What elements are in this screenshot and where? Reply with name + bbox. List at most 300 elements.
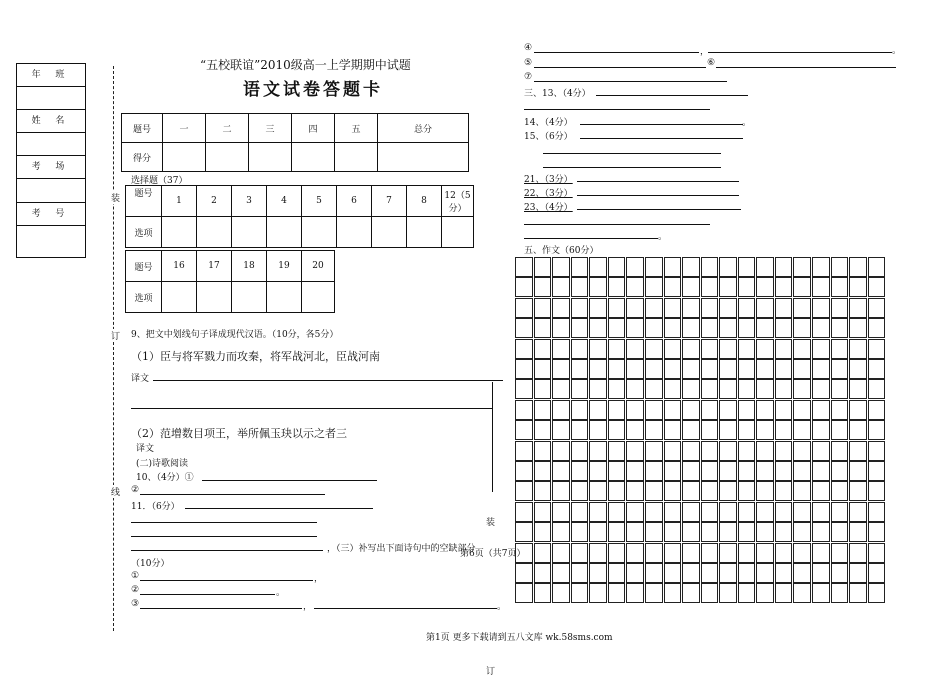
essay-grid-cell[interactable] — [626, 420, 644, 440]
essay-grid-cell[interactable] — [682, 441, 700, 461]
essay-grid-cell[interactable] — [552, 277, 570, 297]
q13-line-1[interactable] — [596, 95, 748, 96]
name-field[interactable] — [17, 133, 85, 156]
essay-grid-cell[interactable] — [831, 461, 849, 481]
essay-grid-cell[interactable] — [701, 522, 719, 542]
essay-grid-cell[interactable] — [608, 400, 626, 420]
essay-grid-cell[interactable] — [738, 318, 756, 338]
choice-answer-cell[interactable] — [267, 282, 302, 313]
essay-grid-cell[interactable] — [645, 379, 663, 399]
essay-grid-cell[interactable] — [664, 461, 682, 481]
r-line-4b[interactable] — [708, 52, 892, 53]
q15-line-3[interactable] — [543, 167, 721, 168]
essay-grid-cell[interactable] — [589, 481, 607, 501]
essay-grid-cell[interactable] — [515, 257, 533, 277]
essay-grid-cell[interactable] — [738, 543, 756, 563]
essay-grid-cell[interactable] — [812, 277, 830, 297]
essay-grid-cell[interactable] — [756, 563, 774, 583]
essay-grid-cell[interactable] — [645, 318, 663, 338]
essay-grid-cell[interactable] — [515, 318, 533, 338]
essay-grid-cell[interactable] — [645, 298, 663, 318]
fill-answer-line-3b[interactable] — [314, 608, 497, 609]
essay-grid-cell[interactable] — [812, 400, 830, 420]
essay-grid-cell[interactable] — [793, 481, 811, 501]
essay-grid-cell[interactable] — [812, 481, 830, 501]
essay-grid-cell[interactable] — [552, 359, 570, 379]
essay-grid-cell[interactable] — [589, 379, 607, 399]
essay-grid-cell[interactable] — [571, 583, 589, 603]
essay-grid-cell[interactable] — [515, 461, 533, 481]
essay-grid-cell[interactable] — [793, 277, 811, 297]
essay-grid-cell[interactable] — [645, 420, 663, 440]
choice-answer-cell[interactable] — [372, 217, 407, 248]
class-field[interactable] — [17, 87, 85, 110]
essay-grid-cell[interactable] — [626, 318, 644, 338]
r-line-4a[interactable] — [534, 52, 699, 53]
essay-grid-cell[interactable] — [664, 359, 682, 379]
essay-grid-cell[interactable] — [534, 522, 552, 542]
essay-grid-cell[interactable] — [571, 298, 589, 318]
essay-grid-cell[interactable] — [552, 339, 570, 359]
essay-grid-cell[interactable] — [515, 277, 533, 297]
essay-grid-cell[interactable] — [682, 502, 700, 522]
essay-grid-cell[interactable] — [756, 420, 774, 440]
exam-room-field[interactable] — [17, 179, 85, 202]
essay-grid-cell[interactable] — [812, 543, 830, 563]
essay-grid-cell[interactable] — [812, 502, 830, 522]
essay-grid-cell[interactable] — [626, 481, 644, 501]
essay-grid-cell[interactable] — [552, 583, 570, 603]
essay-grid-cell[interactable] — [701, 339, 719, 359]
essay-grid-cell[interactable] — [571, 461, 589, 481]
essay-grid-cell[interactable] — [645, 441, 663, 461]
essay-grid-cell[interactable] — [552, 318, 570, 338]
r-line-5[interactable] — [534, 67, 706, 68]
essay-grid-cell[interactable] — [515, 379, 533, 399]
essay-grid-cell[interactable] — [534, 563, 552, 583]
essay-grid-cell[interactable] — [571, 502, 589, 522]
choice-answer-cell[interactable] — [267, 217, 302, 248]
essay-grid-cell[interactable] — [701, 298, 719, 318]
essay-grid-cell[interactable] — [775, 502, 793, 522]
essay-grid-cell[interactable] — [849, 563, 867, 583]
essay-grid-cell[interactable] — [775, 522, 793, 542]
essay-grid-cell[interactable] — [793, 543, 811, 563]
q23-line-2[interactable] — [524, 224, 710, 225]
essay-grid-cell[interactable] — [608, 359, 626, 379]
essay-grid-cell[interactable] — [682, 318, 700, 338]
essay-grid-cell[interactable] — [664, 502, 682, 522]
essay-grid-cell[interactable] — [719, 277, 737, 297]
essay-grid-cell[interactable] — [608, 257, 626, 277]
essay-grid-cell[interactable] — [589, 400, 607, 420]
essay-grid-cell[interactable] — [664, 441, 682, 461]
essay-grid-cell[interactable] — [701, 400, 719, 420]
essay-grid-cell[interactable] — [701, 461, 719, 481]
fill-answer-line-1[interactable] — [140, 580, 313, 581]
choice-answer-cell[interactable] — [302, 282, 335, 313]
essay-grid-cell[interactable] — [775, 441, 793, 461]
essay-grid-cell[interactable] — [515, 359, 533, 379]
essay-grid-cell[interactable] — [868, 543, 886, 563]
essay-grid-cell[interactable] — [626, 379, 644, 399]
essay-grid-cell[interactable] — [626, 339, 644, 359]
essay-grid-cell[interactable] — [589, 522, 607, 542]
essay-grid-cell[interactable] — [756, 339, 774, 359]
essay-grid-cell[interactable] — [626, 502, 644, 522]
essay-grid-cell[interactable] — [868, 400, 886, 420]
essay-grid-cell[interactable] — [831, 400, 849, 420]
essay-grid-cell[interactable] — [682, 481, 700, 501]
essay-grid-cell[interactable] — [868, 277, 886, 297]
essay-grid-cell[interactable] — [793, 298, 811, 318]
essay-grid-cell[interactable] — [775, 257, 793, 277]
essay-grid-cell[interactable] — [756, 461, 774, 481]
essay-grid-cell[interactable] — [552, 522, 570, 542]
essay-grid-cell[interactable] — [571, 359, 589, 379]
essay-grid-cell[interactable] — [849, 583, 867, 603]
essay-grid-cell[interactable] — [719, 583, 737, 603]
essay-grid-cell[interactable] — [608, 481, 626, 501]
essay-grid-cell[interactable] — [831, 583, 849, 603]
essay-grid-cell[interactable] — [571, 543, 589, 563]
essay-grid-cell[interactable] — [645, 339, 663, 359]
choice-answer-cell[interactable] — [232, 282, 267, 313]
q15-line-1[interactable] — [580, 138, 743, 139]
essay-grid-cell[interactable] — [701, 379, 719, 399]
essay-grid-cell[interactable] — [682, 461, 700, 481]
essay-grid-cell[interactable] — [868, 257, 886, 277]
q9-answer-line-2[interactable] — [131, 408, 493, 409]
essay-grid-cell[interactable] — [608, 461, 626, 481]
essay-grid-cell[interactable] — [775, 379, 793, 399]
essay-grid-cell[interactable] — [645, 502, 663, 522]
essay-grid-cell[interactable] — [756, 318, 774, 338]
essay-grid-cell[interactable] — [682, 420, 700, 440]
essay-grid-cell[interactable] — [515, 339, 533, 359]
essay-grid-cell[interactable] — [849, 339, 867, 359]
essay-grid-cell[interactable] — [589, 441, 607, 461]
essay-grid-cell[interactable] — [775, 543, 793, 563]
essay-grid-cell[interactable] — [534, 481, 552, 501]
essay-grid-cell[interactable] — [664, 379, 682, 399]
essay-grid-cell[interactable] — [534, 502, 552, 522]
essay-grid-cell[interactable] — [793, 318, 811, 338]
essay-grid-cell[interactable] — [664, 420, 682, 440]
essay-grid-cell[interactable] — [589, 257, 607, 277]
essay-grid-cell[interactable] — [719, 379, 737, 399]
essay-grid-cell[interactable] — [589, 563, 607, 583]
essay-grid-cell[interactable] — [534, 298, 552, 318]
essay-grid-cell[interactable] — [738, 461, 756, 481]
essay-grid-cell[interactable] — [793, 583, 811, 603]
essay-grid-cell[interactable] — [719, 298, 737, 318]
essay-grid-cell[interactable] — [849, 298, 867, 318]
essay-grid-cell[interactable] — [793, 379, 811, 399]
essay-grid-cell[interactable] — [552, 257, 570, 277]
essay-grid-cell[interactable] — [515, 522, 533, 542]
essay-grid-cell[interactable] — [831, 441, 849, 461]
essay-grid-cell[interactable] — [626, 522, 644, 542]
essay-grid-cell[interactable] — [589, 298, 607, 318]
essay-grid-cell[interactable] — [775, 461, 793, 481]
essay-grid-cell[interactable] — [756, 359, 774, 379]
essay-grid-cell[interactable] — [756, 298, 774, 318]
essay-grid-cell[interactable] — [775, 339, 793, 359]
essay-grid-cell[interactable] — [719, 339, 737, 359]
essay-grid-cell[interactable] — [664, 257, 682, 277]
essay-grid-cell[interactable] — [793, 339, 811, 359]
essay-grid-cell[interactable] — [701, 420, 719, 440]
essay-grid-cell[interactable] — [626, 257, 644, 277]
q21-line[interactable] — [577, 181, 739, 182]
essay-grid-cell[interactable] — [645, 543, 663, 563]
q11-answer-line-4[interactable] — [131, 550, 323, 551]
essay-grid-cell[interactable] — [719, 318, 737, 338]
essay-grid-cell[interactable] — [534, 318, 552, 338]
essay-grid-cell[interactable] — [608, 441, 626, 461]
essay-grid-cell[interactable] — [645, 481, 663, 501]
essay-grid-cell[interactable] — [571, 339, 589, 359]
essay-grid-cell[interactable] — [645, 359, 663, 379]
essay-grid-cell[interactable] — [849, 400, 867, 420]
choice-answer-cell[interactable] — [337, 217, 372, 248]
score-cell[interactable] — [163, 143, 206, 172]
essay-grid-cell[interactable] — [738, 277, 756, 297]
essay-grid-cell[interactable] — [849, 318, 867, 338]
essay-grid-cell[interactable] — [756, 502, 774, 522]
exam-number-field[interactable] — [17, 226, 85, 249]
essay-grid-cell[interactable] — [682, 257, 700, 277]
essay-grid-cell[interactable] — [534, 379, 552, 399]
essay-grid-cell[interactable] — [775, 481, 793, 501]
essay-grid-cell[interactable] — [552, 298, 570, 318]
essay-grid-cell[interactable] — [701, 502, 719, 522]
r-line-7[interactable] — [534, 81, 727, 82]
choice-answer-cell[interactable] — [407, 217, 442, 248]
essay-grid-cell[interactable] — [756, 257, 774, 277]
essay-grid-cell[interactable] — [626, 583, 644, 603]
essay-grid-cell[interactable] — [738, 563, 756, 583]
essay-grid-cell[interactable] — [812, 298, 830, 318]
essay-grid-cell[interactable] — [589, 339, 607, 359]
essay-grid-cell[interactable] — [868, 441, 886, 461]
essay-grid-cell[interactable] — [812, 379, 830, 399]
essay-grid-cell[interactable] — [812, 257, 830, 277]
essay-grid-cell[interactable] — [719, 420, 737, 440]
essay-grid-cell[interactable] — [756, 543, 774, 563]
essay-grid-cell[interactable] — [571, 563, 589, 583]
essay-grid-cell[interactable] — [534, 461, 552, 481]
essay-grid-cell[interactable] — [515, 502, 533, 522]
essay-grid-cell[interactable] — [552, 461, 570, 481]
score-cell[interactable] — [292, 143, 335, 172]
essay-grid-cell[interactable] — [589, 461, 607, 481]
essay-grid-cell[interactable] — [793, 359, 811, 379]
essay-grid-cell[interactable] — [812, 563, 830, 583]
essay-grid-cell[interactable] — [571, 441, 589, 461]
essay-grid-cell[interactable] — [608, 298, 626, 318]
essay-grid-cell[interactable] — [775, 318, 793, 338]
essay-grid-cell[interactable] — [849, 379, 867, 399]
essay-grid-cell[interactable] — [849, 441, 867, 461]
essay-grid-cell[interactable] — [534, 441, 552, 461]
essay-grid-cell[interactable] — [831, 502, 849, 522]
essay-grid-cell[interactable] — [626, 543, 644, 563]
r-line-6[interactable] — [716, 67, 896, 68]
essay-grid-cell[interactable] — [682, 277, 700, 297]
fill-answer-line-3a[interactable] — [140, 608, 302, 609]
essay-grid-cell[interactable] — [775, 277, 793, 297]
essay-grid-cell[interactable] — [831, 522, 849, 542]
essay-grid-cell[interactable] — [719, 481, 737, 501]
essay-grid-cell[interactable] — [589, 318, 607, 338]
essay-grid-cell[interactable] — [626, 298, 644, 318]
essay-grid-cell[interactable] — [756, 481, 774, 501]
essay-grid-cell[interactable] — [849, 277, 867, 297]
essay-grid-cell[interactable] — [831, 543, 849, 563]
essay-grid-cell[interactable] — [589, 420, 607, 440]
choice-answer-cell[interactable] — [442, 217, 474, 248]
essay-grid-cell[interactable] — [664, 339, 682, 359]
essay-grid-cell[interactable] — [775, 583, 793, 603]
essay-grid-cell[interactable] — [831, 379, 849, 399]
essay-grid-cell[interactable] — [849, 420, 867, 440]
essay-grid-cell[interactable] — [775, 563, 793, 583]
essay-grid-cell[interactable] — [701, 583, 719, 603]
essay-grid-cell[interactable] — [664, 543, 682, 563]
essay-grid-cell[interactable] — [701, 277, 719, 297]
essay-grid-cell[interactable] — [552, 563, 570, 583]
essay-grid-cell[interactable] — [719, 502, 737, 522]
essay-grid-cell[interactable] — [682, 583, 700, 603]
essay-grid-cell[interactable] — [664, 277, 682, 297]
essay-grid-cell[interactable] — [775, 359, 793, 379]
essay-grid-cell[interactable] — [571, 420, 589, 440]
essay-grid-cell[interactable] — [793, 441, 811, 461]
q10-answer-line-1[interactable] — [202, 480, 377, 481]
essay-grid-cell[interactable] — [552, 502, 570, 522]
essay-grid-cell[interactable] — [701, 543, 719, 563]
essay-grid-cell[interactable] — [571, 257, 589, 277]
essay-grid-cell[interactable] — [868, 583, 886, 603]
essay-grid-cell[interactable] — [571, 318, 589, 338]
essay-grid-cell[interactable] — [738, 502, 756, 522]
essay-grid-cell[interactable] — [719, 543, 737, 563]
essay-grid-cell[interactable] — [831, 339, 849, 359]
essay-grid-cell[interactable] — [645, 563, 663, 583]
essay-grid-cell[interactable] — [738, 339, 756, 359]
essay-grid-cell[interactable] — [868, 420, 886, 440]
essay-grid-cell[interactable] — [738, 379, 756, 399]
essay-grid-cell[interactable] — [701, 359, 719, 379]
q15-line-2[interactable] — [543, 153, 721, 154]
essay-grid-cell[interactable] — [571, 277, 589, 297]
essay-grid-cell[interactable] — [515, 543, 533, 563]
essay-grid-cell[interactable] — [682, 543, 700, 563]
essay-grid-cell[interactable] — [608, 339, 626, 359]
q11-answer-line-3[interactable] — [131, 536, 317, 537]
essay-grid-cell[interactable] — [645, 583, 663, 603]
essay-grid-cell[interactable] — [534, 257, 552, 277]
essay-grid-cell[interactable] — [534, 339, 552, 359]
essay-grid-cell[interactable] — [664, 400, 682, 420]
essay-grid-cell[interactable] — [608, 420, 626, 440]
choice-answer-cell[interactable] — [232, 217, 267, 248]
essay-grid-cell[interactable] — [552, 543, 570, 563]
essay-grid-cell[interactable] — [793, 257, 811, 277]
essay-grid-cell[interactable] — [626, 277, 644, 297]
essay-grid-cell[interactable] — [738, 400, 756, 420]
essay-grid-cell[interactable] — [534, 583, 552, 603]
essay-grid-cell[interactable] — [608, 563, 626, 583]
essay-grid-cell[interactable] — [608, 318, 626, 338]
essay-grid-cell[interactable] — [645, 400, 663, 420]
essay-grid-cell[interactable] — [738, 257, 756, 277]
choice-answer-cell[interactable] — [197, 217, 232, 248]
essay-grid-cell[interactable] — [589, 277, 607, 297]
essay-grid-cell[interactable] — [608, 522, 626, 542]
essay-grid-cell[interactable] — [738, 441, 756, 461]
essay-grid-cell[interactable] — [664, 563, 682, 583]
essay-grid-cell[interactable] — [831, 420, 849, 440]
q11-answer-line-1[interactable] — [185, 508, 373, 509]
essay-grid-cell[interactable] — [812, 461, 830, 481]
essay-grid-cell[interactable] — [738, 420, 756, 440]
essay-grid-cell[interactable] — [552, 420, 570, 440]
essay-grid-cell[interactable] — [849, 502, 867, 522]
essay-grid-cell[interactable] — [626, 441, 644, 461]
essay-grid-cell[interactable] — [682, 379, 700, 399]
essay-grid-cell[interactable] — [831, 298, 849, 318]
essay-grid-cell[interactable] — [534, 543, 552, 563]
essay-grid-cell[interactable] — [793, 522, 811, 542]
essay-grid-cell[interactable] — [738, 481, 756, 501]
essay-grid-cell[interactable] — [608, 502, 626, 522]
essay-grid-cell[interactable] — [571, 481, 589, 501]
essay-grid-cell[interactable] — [868, 502, 886, 522]
essay-grid-cell[interactable] — [775, 400, 793, 420]
essay-grid-cell[interactable] — [738, 522, 756, 542]
essay-grid-cell[interactable] — [793, 420, 811, 440]
essay-grid-cell[interactable] — [849, 481, 867, 501]
essay-grid-cell[interactable] — [756, 583, 774, 603]
essay-grid-cell[interactable] — [589, 359, 607, 379]
essay-grid-cell[interactable] — [534, 420, 552, 440]
essay-grid-cell[interactable] — [589, 502, 607, 522]
essay-grid-cell[interactable] — [701, 481, 719, 501]
essay-grid-cell[interactable] — [682, 359, 700, 379]
essay-grid-cell[interactable] — [831, 318, 849, 338]
q23-line-1[interactable] — [577, 209, 741, 210]
essay-grid-cell[interactable] — [701, 441, 719, 461]
essay-grid-cell[interactable] — [626, 461, 644, 481]
essay-grid-cell[interactable] — [682, 298, 700, 318]
essay-grid-cell[interactable] — [664, 298, 682, 318]
choice-answer-cell[interactable] — [162, 282, 197, 313]
essay-grid-cell[interactable] — [831, 257, 849, 277]
q14-line[interactable] — [580, 124, 743, 125]
essay-grid-cell[interactable] — [738, 583, 756, 603]
essay-grid-cell[interactable] — [831, 563, 849, 583]
essay-grid-cell[interactable] — [515, 563, 533, 583]
q10-answer-line-2[interactable] — [140, 494, 325, 495]
essay-grid-cell[interactable] — [812, 522, 830, 542]
essay-grid-cell[interactable] — [719, 522, 737, 542]
essay-grid-cell[interactable] — [664, 481, 682, 501]
essay-grid-cell[interactable] — [682, 563, 700, 583]
choice-answer-cell[interactable] — [302, 217, 337, 248]
